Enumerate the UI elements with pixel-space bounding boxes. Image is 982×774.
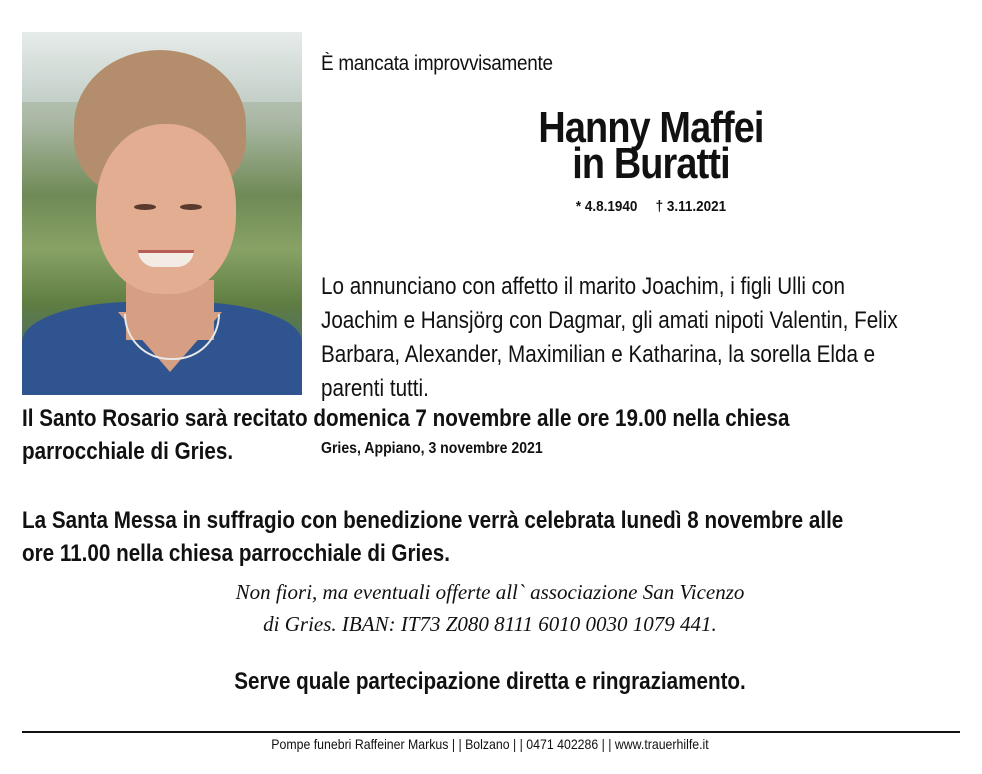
rosario-line: parrocchiale di Gries. [22, 438, 234, 465]
death-date: † 3.11.2021 [655, 198, 727, 215]
messa-line: La Santa Messa in suffragio con benedizione verrà celebrata lunedì 8 novembre alle [22, 507, 844, 534]
photo-smile [138, 250, 194, 267]
donation-line: Non fiori, ma eventuali offerte all` associazione San Vicenzo [235, 580, 745, 604]
announcement-line: Lo annunciano con affetto il marito Joachim, i figli Ulli con [321, 273, 845, 300]
announcement-line: Barbara, Alexander, Maximilian e Katharina, la sorella Elda e [321, 341, 876, 368]
name-line-2: in Buratti [572, 139, 730, 188]
rosario-notice [22, 402, 951, 468]
place-date: Gries, Appiano, 3 novembre 2021 [321, 440, 543, 457]
funeral-home-footer: Pompe funebri Raffeiner Markus | | Bolzano | | 0471 402286 | | www.trauerhilfe.it [271, 736, 709, 752]
rosario-line: Il Santo Rosario sarà recitato domenica 7 novembre alle ore 19.00 nella chiesa [22, 405, 790, 432]
birth-date: * 4.8.1940 [575, 198, 638, 215]
portrait-photo [22, 32, 302, 395]
photo-eye-right [180, 204, 202, 210]
messa-notice [22, 504, 968, 570]
donation-line: di Gries. IBAN: IT73 Z080 8111 6010 0030 1079 441. [263, 612, 717, 636]
photo-face [96, 124, 236, 294]
thanks-text: Serve quale partecipazione diretta e ringraziamento. [234, 668, 746, 695]
announcement-line: Joachim e Hansjörg con Dagmar, gli amati nipoti Valentin, Felix [321, 307, 898, 334]
life-dates [503, 198, 800, 215]
intro-text: È mancata improvvisamente [321, 52, 553, 75]
photo-eye-left [134, 204, 156, 210]
announcement-text [321, 270, 923, 406]
footer-divider [22, 731, 960, 733]
messa-line: ore 11.00 nella chiesa parrocchiale di Gries. [22, 540, 450, 567]
donation-note [150, 576, 830, 640]
name-line-1: Hanny Maffei [538, 103, 764, 152]
announcement-line: parenti tutti. [321, 375, 429, 402]
deceased-name [509, 103, 793, 188]
